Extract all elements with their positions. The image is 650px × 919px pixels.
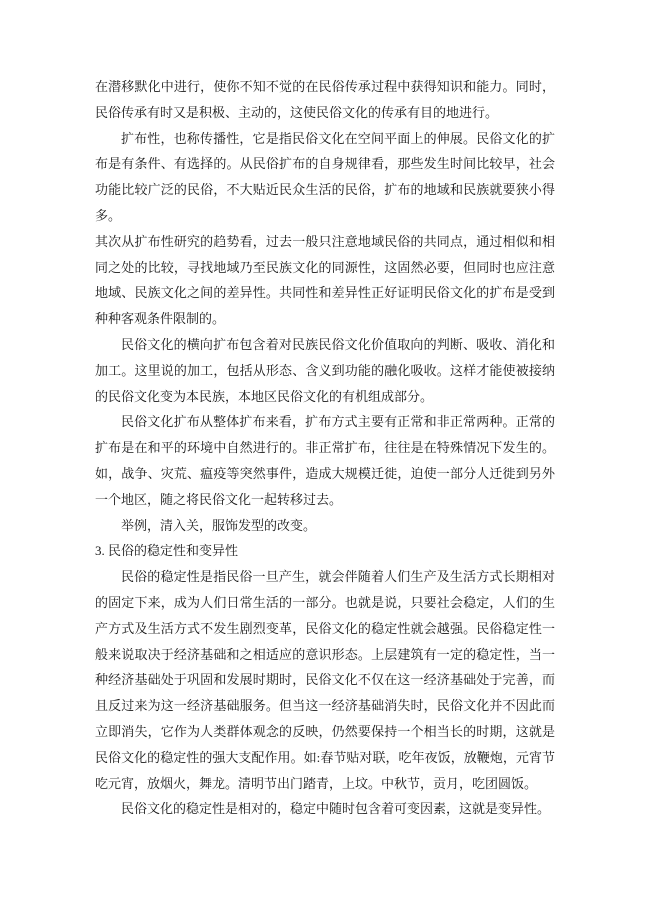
paragraph: 其次从扩布性研究的趋势看，过去一般只注意地域民俗的共同点，通过相似和相同之处的比较，寻找地域乃至民族文化的同源性，这固然必要，但同时也应注意地域、民族文化之间的差异性。共同性和差异性正好证明民俗文化的扩布是受到种种客观条件限制的。 — [95, 233, 555, 327]
document-text — [95, 74, 555, 822]
paragraph: 在潜移默化中进行，使你不知不觉的在民俗传承过程中获得知识和能力。同时，民俗传承有时又是积极、主动的，这使民俗文化的传承有目的地进行。 — [95, 79, 555, 120]
section-heading: 3. 民俗的稳定性和变异性 — [95, 543, 239, 559]
paragraph: 民俗文化的横向扩布包含着对民族民俗文化价值取向的判断、吸收、消化和加工。这里说的加工，包括从形态、含义到功能的融化吸收。这样才能使被接纳的民俗文化变为本民族，本地区民俗文化的有机组成部分。 — [95, 336, 555, 404]
paragraph: 扩布性，也称传播性，它是指民俗文化在空间平面上的伸展。民俗文化的扩布是有条件、有选择的。从民俗扩布的自身规律看，那些发生时间比较早，社会功能比较广泛的民俗，不大贴近民众生活的民俗，扩布的地域和民族就要狭小得多。 — [95, 130, 555, 223]
paragraph: 民俗文化的稳定性是相对的，稳定中随时包含着可变因素，这就是变异性。 — [121, 801, 551, 817]
paragraph: 民俗文化扩布从整体扩布来看，扩布方式主要有正常和非正常两种。正常的扩布是在和平的环境中自然进行的。非正常扩布，往往是在特殊情况下发生的。如，战争、灾荒、瘟疫等突然事件，造成大规模迁徙，迫使一部分人迁徙到另外一个地区，随之将民俗文化一起转移过去。 — [95, 414, 555, 507]
paragraph: 民俗的稳定性是指民俗一旦产生，就会伴随着人们生产及生活方式长期相对的固定下来，成为人们日常生活的一部分。也就是说，只要社会稳定，人们的生产方式及生活方式不发生剧烈变革，民俗文化的稳定性就会越强。民俗稳定性一般来说取决于经济基础和之相适应的意识形态。上层建筑有一定的稳定性，当一种经济基础处于巩固和发展时期时，民俗文化不仅在这一经济基础处于完善，而且反过来为这一经济基础服务。但当这一经济基础消失时，民俗文化并不因此而立即消失，它作为人类群体观念的反映，仍然要保持一个相当长的时期，这就是民俗文化的稳定性的强大支配作用。如:春节贴对联，吃年夜饭，放鞭炮，元宵节吃元宵，放烟火，舞龙。清明节出门踏青，上坟。中秋节，贡月，吃团圆饭。 — [95, 569, 555, 791]
paragraph: 举例，清入关，服饰发型的改变。 — [121, 517, 317, 533]
